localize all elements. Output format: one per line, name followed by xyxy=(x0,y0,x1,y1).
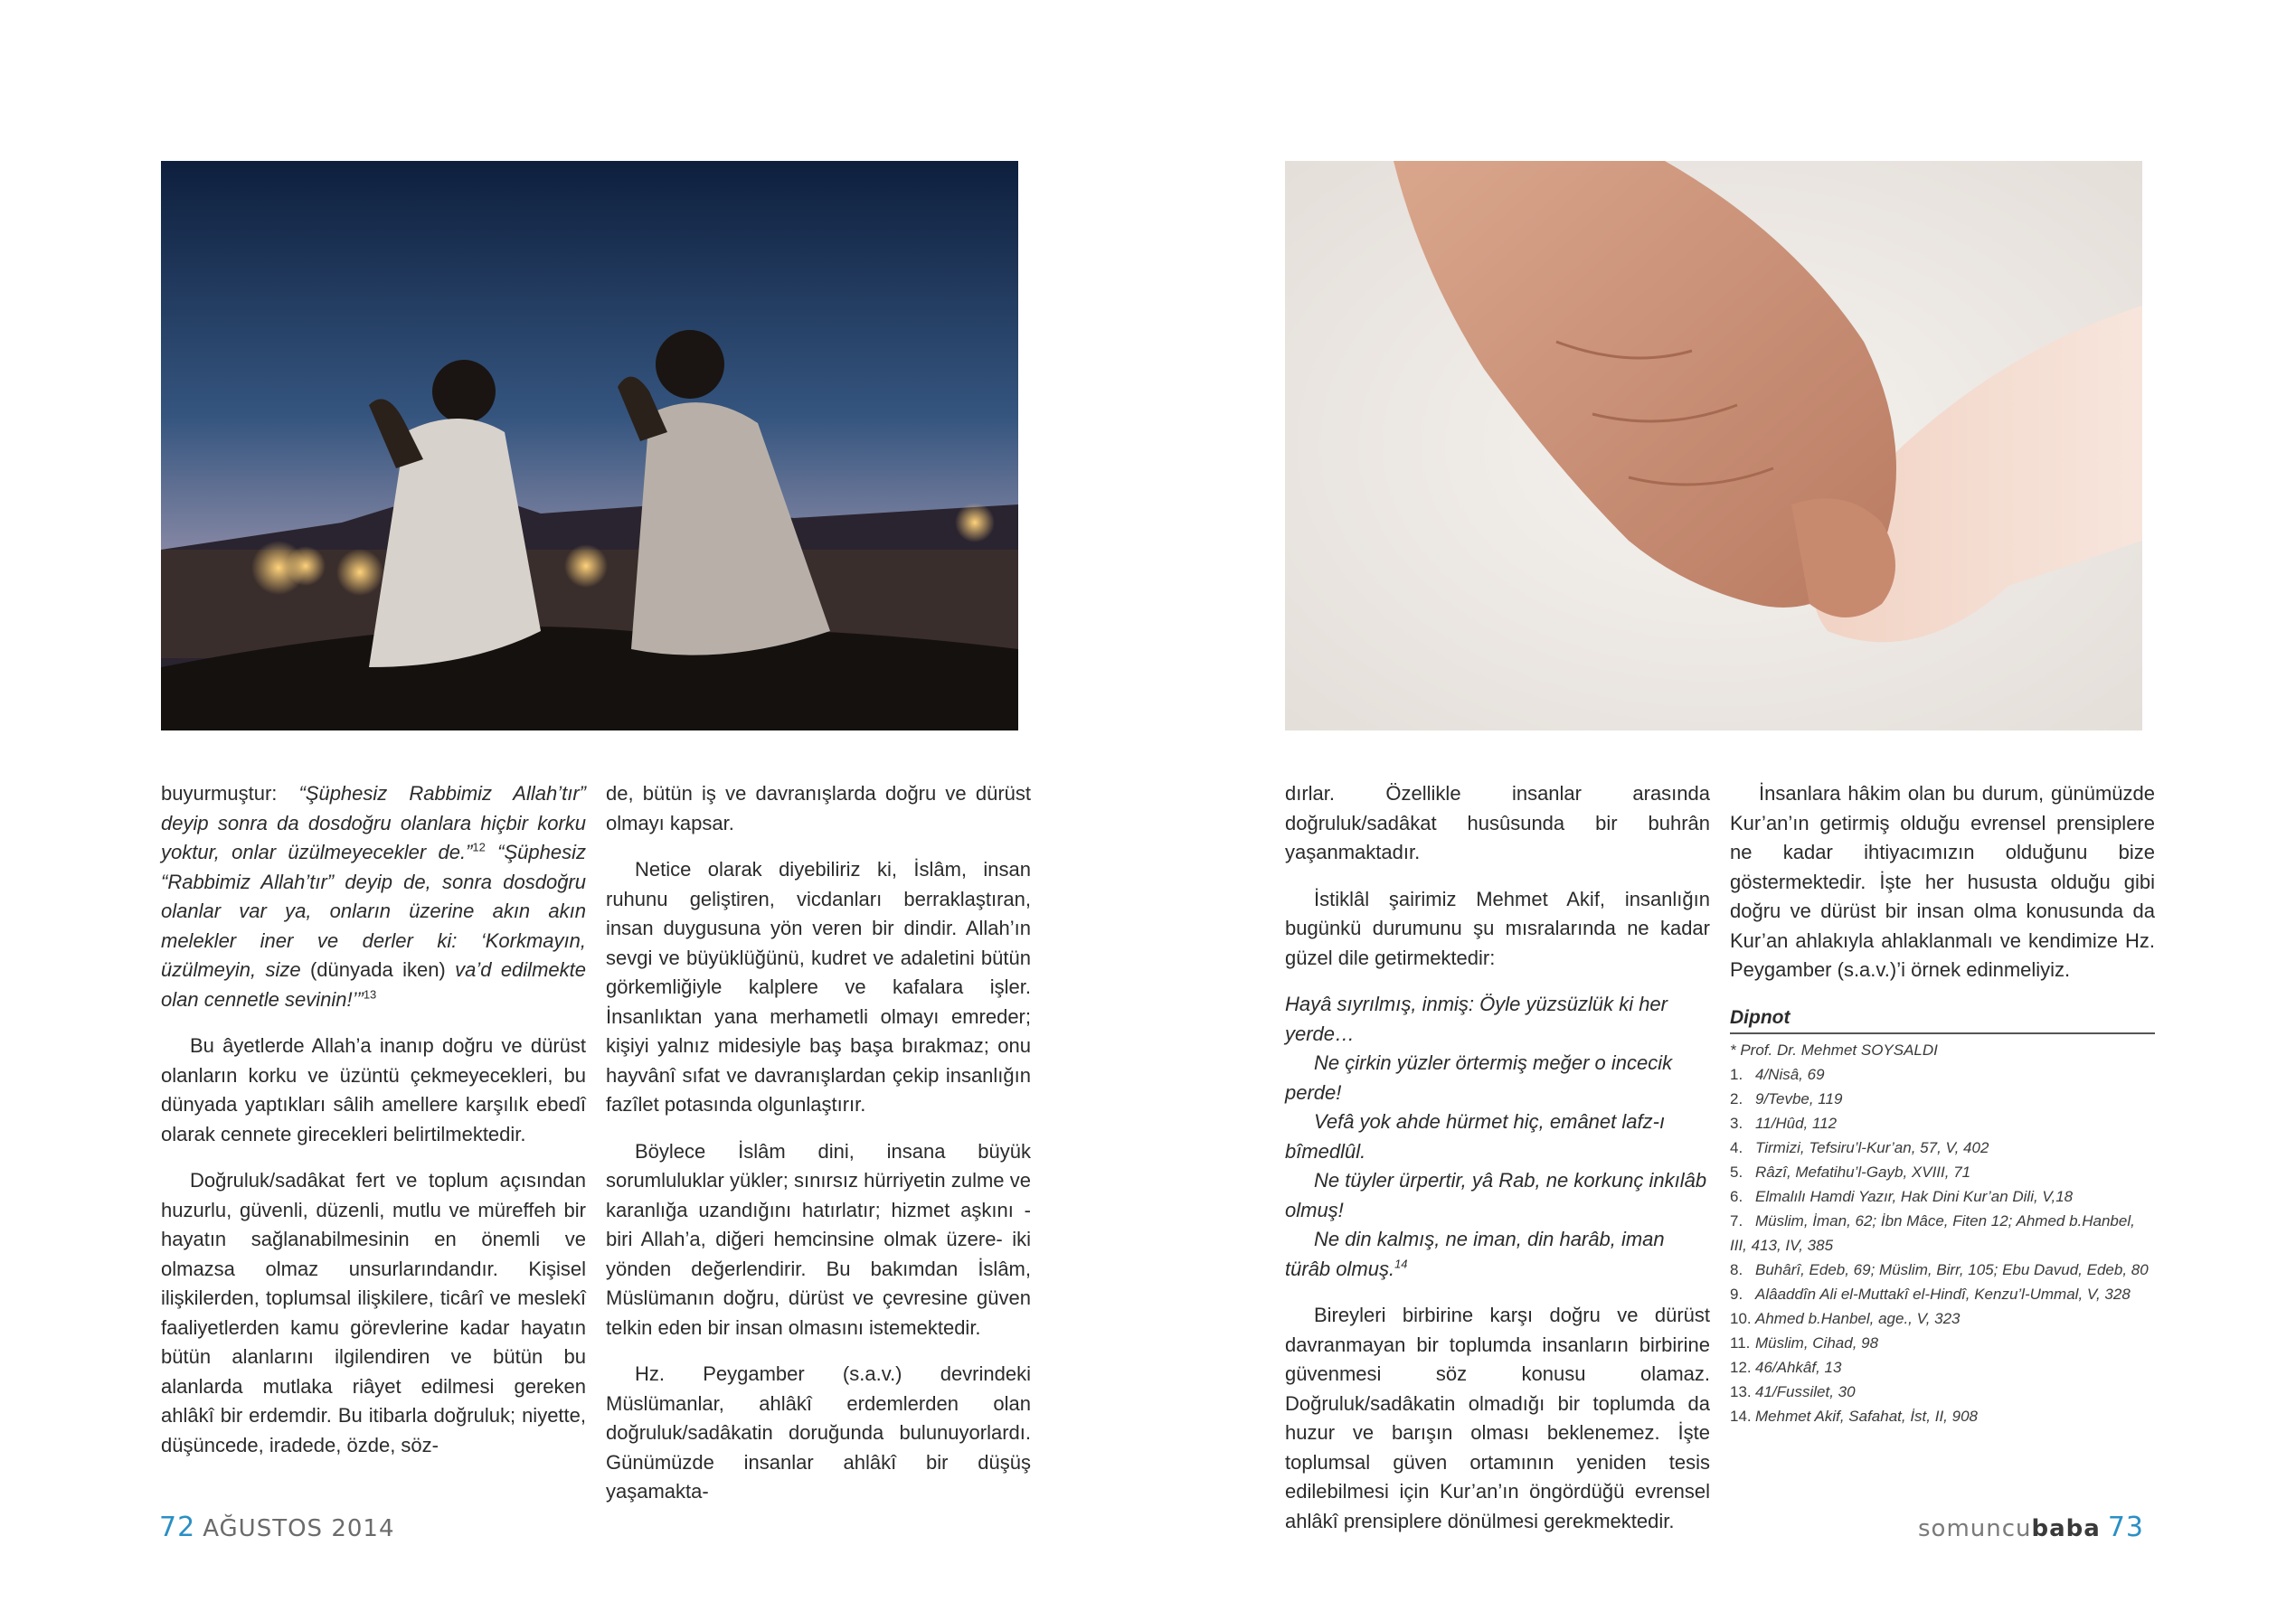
footnote-text: 46/Ahkâf, 13 xyxy=(1755,1358,1842,1376)
footnote-number: 2. xyxy=(1730,1089,1743,1107)
footnote-number: 12. xyxy=(1730,1358,1752,1376)
footnote-text: Elmalılı Hamdi Yazır, Hak Dini Kur’an Dili, V,18 xyxy=(1755,1187,2074,1205)
paragraph: Bu âyetlerde Allah’a inanıp doğru ve dürüst olanların korku ve üzüntü çekmeyecekleri, bu dünyada yaptıkları sâlih amellere karşılık ebedî olarak cennete girecekleri belirtilmektedir. xyxy=(161,1034,586,1145)
footnote-text: Mehmet Akif, Safahat, İst, II, 908 xyxy=(1755,1407,1978,1425)
footnote-number: 8. xyxy=(1730,1260,1743,1278)
paragraph: İstiklâl şairimiz Mehmet Akif, insanlığın bugünkü durumunu şu mısralarında ne kadar güzel dile getirmektedir: xyxy=(1285,887,1710,969)
brand-name: somuncu xyxy=(1917,1515,2032,1542)
poem-line: Vefâ yok ahde hürmet hiç, emânet lafz-ı bîmedlûl. xyxy=(1285,1110,1666,1163)
page-number: 72 xyxy=(159,1512,196,1543)
footnote-text: Müslim, İman, 62; İbn Mâce, Fiten 12; Ahmed b.Hanbel, III, 413, IV, 385 xyxy=(1730,1211,2135,1254)
footnote-item xyxy=(1730,1404,2155,1428)
footnotes xyxy=(1730,1005,2155,1428)
poem-line: Ne tüyler ürpertir, yâ Rab, ne korkunç inkılâb olmuş! xyxy=(1285,1169,1707,1221)
footnote-text: 11/Hûd, 112 xyxy=(1755,1114,1838,1132)
footnote-number: 7. xyxy=(1730,1211,1743,1230)
footnote-text: Râzî, Mefatihu’l-Gayb, XVIII, 71 xyxy=(1755,1163,1971,1181)
footnote-item xyxy=(1730,1258,2155,1282)
footnote-number: 9. xyxy=(1730,1285,1743,1303)
footnote-text: Ahmed b.Hanbel, age., V, 323 xyxy=(1755,1309,1961,1327)
footnote-text: 4/Nisâ, 69 xyxy=(1755,1065,1825,1083)
footnote-number: 13. xyxy=(1730,1382,1752,1400)
footnote-number: 4. xyxy=(1730,1138,1743,1156)
issue-date: AĞUSTOS 2014 xyxy=(203,1515,395,1542)
folio-right xyxy=(1918,1512,2144,1543)
footnote-number: 11. xyxy=(1730,1333,1751,1352)
footnote-ref: 13 xyxy=(363,987,377,1002)
footnote-text: Buhârî, Edeb, 69; Müslim, Birr, 105; Ebu Davud, Edeb, 80 xyxy=(1755,1260,2149,1278)
footnote-text: Müslim, Cihad, 98 xyxy=(1755,1333,1879,1352)
text-column-3 xyxy=(1285,779,1710,1553)
footnote-author: * Prof. Dr. Mehmet SOYSALDI xyxy=(1730,1041,1938,1059)
footnote-item xyxy=(1730,1282,2155,1306)
footnote-item xyxy=(1730,1160,2155,1184)
paragraph: buyurmuştur: “Şüphesiz Rabbimiz Allah’tır” deyip sonra da dosdoğru olanlara hiçbir korku yoktur, onlar üzülmeyecekler de.”$^{12}$ “Şüphesiz “Rabbimiz Allah’tır” deyip de, sonra dosdoğru olanlar var ya, onların üzerine akın akın melekler iner ve derler ki: ‘Korkmayın, üzülmeyin, size (dünyada iken) va’d edilmekte olan cennetle sevinin!’”$^{13}$ xyxy=(161,782,586,1011)
praying-men-photo xyxy=(161,161,1018,730)
footnote-item xyxy=(1730,1184,2155,1209)
brand-name-bold: baba xyxy=(2031,1515,2101,1542)
footnote-text: 9/Tevbe, 119 xyxy=(1755,1089,1843,1107)
footnote-item xyxy=(1730,1380,2155,1404)
footnote-number: 5. xyxy=(1730,1163,1743,1181)
folio-left xyxy=(159,1512,394,1543)
poem-line: Ne çirkin yüzler örtermiş meğer o incecik perde! xyxy=(1285,1051,1673,1104)
footnote-number: 1. xyxy=(1730,1065,1743,1083)
text-column-1 xyxy=(161,779,586,1477)
poem-quote xyxy=(1285,990,1710,1284)
paragraph: de, bütün iş ve davranışlarda doğru ve dürüst olmayı kapsar. xyxy=(606,782,1031,834)
footnote-number: 14. xyxy=(1730,1407,1752,1425)
footnote-item xyxy=(1730,1355,2155,1380)
footnote-number: 6. xyxy=(1730,1187,1743,1205)
poem-line: Ne din kalmış, ne iman, din harâb, iman türâb olmuş.$^{14}$ xyxy=(1285,1228,1665,1280)
paragraph: Bireyleri birbirine karşı doğru ve dürüst davranmayan bir toplumda insanların birbirine güvenmesi söz konusu olamaz. Doğruluk/sadâkatin olmadığı bir toplumda da huzur ve barışın olması beklenemez. İşte toplumsal güven ortamının yeniden tesis edilebilmesi için Kur’an’ın öngördüğü evrensel ahlâkî prensiplere dönülmesi gerekmektedir. xyxy=(1285,1304,1710,1532)
footnote-item xyxy=(1730,1087,2155,1111)
paragraph: İnsanlara hâkim olan bu durum, günümüzde Kur’an’ın getirmiş olduğu evrensel prensiplere ne kadar ihtiyacımızın olduğunu bize göstermektedir. İşte her hususta olduğu gibi doğru ve dürüst bir insan olma konusunda da Kur’an ahlakıyla ahlaklanmalı ve kendimize Hz. Peygamber (s.a.v.)’i örnek edinmeliyiz. xyxy=(1730,782,2155,981)
holding-hands-photo xyxy=(1285,161,2142,730)
paragraph: Böylece İslâm dini, insana büyük sorumluluklar yükler; sınırsız hürriyetin zulme ve karanlığa uzandığını hatırlatır; hizmet aşkını -biri Allah’a, diğeri hemcinsine olmak üzere- iki yönden değerlendirir. Bu bakımdan İslâm, Müslümanın doğru, dürüst ve çevresine güven telkin eden bir insan olmasını istemektedir. xyxy=(606,1139,1031,1339)
footnote-item xyxy=(1730,1136,2155,1160)
paragraph: Netice olarak diyebiliriz ki, İslâm, insan ruhunu geliştiren, vicdanları berraklaştıran, insan duygusuna yön veren bir dindir. Allah’ın sevgi ve büyüklüğünü, kudret ve adaletini bütün görkemliğiyle kalplere ve kafalara işler. İnsanlıktan yana merhametli olmayı emreder; kişiyi yalnız midesiyle baş başa bırakmaz; onu hayvânî sıfat ve davranışlardan çekip insanlığın fazîlet potasında olgunlaştırır. xyxy=(606,858,1031,1116)
footnote-item xyxy=(1730,1306,2155,1331)
page-number: 73 xyxy=(2107,1512,2144,1543)
footnote-text: Alâaddîn Ali el-Muttakî el-Hindî, Kenzu’l-Ummal, V, 328 xyxy=(1755,1285,2131,1303)
footnote-item xyxy=(1730,1111,2155,1136)
footnote-ref: 14 xyxy=(1394,1257,1408,1271)
footnote-number: 10. xyxy=(1730,1309,1752,1327)
paragraph: dırlar. Özellikle insanlar arasında doğruluk/sadâkat husûsunda bir buhrân yaşanmaktadır. xyxy=(1285,782,1710,863)
footnote-list xyxy=(1730,1038,2155,1428)
footnote-text: 41/Fussilet, 30 xyxy=(1755,1382,1856,1400)
paragraph: Hz. Peygamber (s.a.v.) devrindeki Müslümanlar, ahlâkî erdemlerden olan doğruluk/sadâkatin doruğunda bulunuyorlardı. Günümüzde insanlar ahlâkî bir düşüş yaşamakta- xyxy=(606,1362,1031,1503)
footnote-ref: 12 xyxy=(472,840,486,854)
text-column-4 xyxy=(1730,779,2155,1428)
paragraph: Doğruluk/sadâkat fert ve toplum açısından huzurlu, güvenli, düzenli, mutlu ve müreffeh bir hayatın sağlanabilmesinin en önemli ve olmazsa olmaz unsurlarındandır. Kişisel ilişkilerden, toplumsal ilişkilere, ticârî ve meslekî faaliyetlerden kamu görevlerine kadar hayatın bütün alanlarını ilgilendiren ve bütün bu alanlarda mutlaka riâyet edilmesi gereken ahlâkî bir erdemdir. Bu itibarla doğruluk; niyette, düşüncede, iradede, özde, söz- xyxy=(161,1169,586,1456)
footnote-item xyxy=(1730,1331,2155,1355)
footnote-number: 3. xyxy=(1730,1114,1743,1132)
footnote-text: Tirmizi, Tefsiru’l-Kur’an, 57, V, 402 xyxy=(1755,1138,1989,1156)
footnotes-title: Dipnot xyxy=(1730,1005,2155,1034)
poem-line: Hayâ sıyrılmış, inmiş: Öyle yüzsüzlük ki her yerde… xyxy=(1285,993,1668,1045)
text-column-2 xyxy=(606,779,1031,1524)
footnote-item xyxy=(1730,1062,2155,1087)
footnote-item xyxy=(1730,1209,2155,1258)
